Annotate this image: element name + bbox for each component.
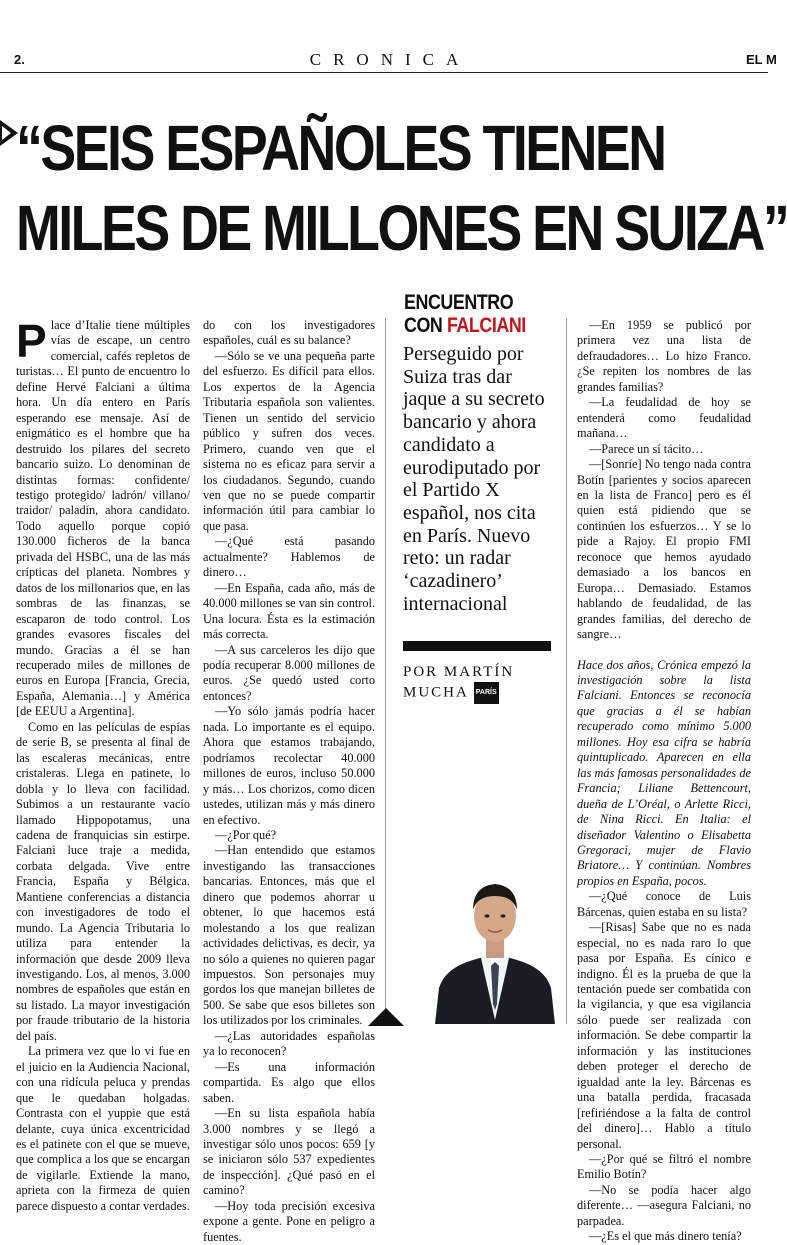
paragraph: —¿Qué conoce de Luis Bárcenas, quien estaba en su lista? xyxy=(577,889,751,919)
header-rule xyxy=(0,72,768,73)
portrait-photo xyxy=(425,870,565,1024)
kicker-line-1: ENCUENTRO xyxy=(404,291,514,314)
paragraph: —¿Las autoridades españolas ya lo reconocen? xyxy=(203,1028,375,1059)
standfirst: Perseguido por Suiza tras dar jaque a su secreto bancario y ahora candidato a eurodiputado por el Partido X español, nos cita en París. Nuevo reto: un radar ‘cazadinero’ internacional xyxy=(403,343,545,615)
paragraph: —[Sonríe] No tengo nada contra Botín [parientes y socios aparecen en la lista de Franco] pero es él quien está pidiendo que se continúen los esfuerzos… Y se lo pide a Rajoy. El propio FMI reconoce que hemos ayudado demasiado a los bancos en Europa… Demasiado. Estamos hablando de feudalidad, de las grandes familias, del derecho de sangre… xyxy=(577,457,751,642)
paragraph: —¿Qué está pasando actualmente? Hablemos de dinero… xyxy=(203,534,375,580)
paragraph: —Hoy toda precisión excesiva expone a gente. Pone en peligro a fuentes. xyxy=(203,1198,375,1244)
paragraph: —En 1959 se publicó por primera vez una lista de defraudadores… Lo hizo Franco. ¿Se repiten los nombres de las grandes familias? xyxy=(577,318,751,394)
kicker-line-2: CON FALCIANI xyxy=(404,314,526,337)
paragraph: —No se podía hacer algo diferente… —asegura Falciani, no parpadea. xyxy=(577,1182,751,1228)
paragraph: —¿Por qué? xyxy=(215,827,277,842)
paragraph: Como en las películas de espías de serie B, se presenta al final de las escaleras mecánicas, entre cristaleras. Llega en patinete, lo dobla y lo lleva con facilidad. Subimos a un restaurante vacío llamado Hippopotamus, una cadena de franquicias sin estirpe. Falciani luce traje a medida, corbata delgada. Vive entre Francia, España y Bélgica. Mantiene conferencias a distancia con investigadores de todo el mundo. La Agencia Tributaria lo utiliza para entender la información que desde 2009 lleva investigando. Los, al menos, 3.000 nombres de españoles que están en su listado. La mayor investigación por fraude tributario de la historia del país. xyxy=(16,719,190,1043)
headline-line-2: MILES DE MILLONES EN SUIZA” xyxy=(16,192,787,264)
headline xyxy=(16,108,787,268)
paragraph: —Parece un sí tácito… xyxy=(589,441,704,456)
paragraph: —Sólo se ve una pequeña parte del esfuerzo. Es difícil para ellos. Los expertos de la Agencia Tributaria española son valientes. Tienen un sentido del servicio público y sufren dos veces. Primero, cuando ven que el sistema no es eficaz para servir a los ciudadanos. Segundo, cuando ven que no se puede compartir información útil para cambiar lo que pasa. xyxy=(203,348,375,533)
paragraph: —En España, cada año, más de 40.000 millones se van sin control. Una locura. Ésta es la estimación más correcta. xyxy=(203,580,375,642)
paragraph: —¿Por qué se filtró el nombre Emilio Botín? xyxy=(577,1152,751,1182)
page-header xyxy=(0,48,777,72)
byline-line-2: MUCHA PARÍS xyxy=(403,682,514,704)
article-column-1 xyxy=(16,315,190,1214)
section-name: CRONICA xyxy=(309,50,471,69)
sidebar-kicker xyxy=(404,291,526,337)
paragraph: Place d’Italie tiene múltiples vías de escape, un centro comercial, cafés repletos de turistas… El punto de encuentro lo define Hervé Falciani a última hora. Un día entero en París esperando ese mensaje. Así de enigmático es el hombre que ha destruido los pilares del secreto bancario suizo. Lo denominan de distintas formas: confidente/ testigo protegido/ ladrón/ villano/ traidor/ paladín, ahora candidato. Todo aquello porque copió 130.000 ficheros de la banca privada del HSBC, una de las más crípticas del planeta. Nombres y datos de los millonarios que, en las sombras de las finanzas, se escaparon de todo control. Los grandes evasores fiscales del mundo. Gracias a él se han recuperado miles de millones de euros en Europa [Francia, Grecia, España, Alemania…] y América [de EEUU a Argentina]. xyxy=(16,315,190,719)
drop-cap: P xyxy=(16,315,47,367)
paragraph: —[Risas] Sabe que no es nada especial, no es nada raro lo que pasa por España. Es cínico e indigno. Él es la prueba de que la tentación puede ser combatida con la vigilancia, y que esa vigilancia sólo puede ser realizada con información. Se debe compartir la información y las instituciones deben proteger el derecho de igualdad ante la ley. Bárcenas es una batalla perdida, fracasada [refiriéndose a la falta de control del dinero]… Hablo a título personal. xyxy=(577,920,751,1151)
article-column-2 xyxy=(203,318,375,1245)
location-tag: PARÍS xyxy=(474,682,499,704)
article-column-4 xyxy=(577,318,751,1245)
paragraph: —En su lista española había 3.000 nombres y se llegó a investigar sólo unos pocos: 659 [y se iniciaron sólo 537 expedientes de inspección]. ¿Qué pasó en el camino? xyxy=(203,1106,375,1198)
publication-name: EL M xyxy=(746,52,777,67)
sidebar-rule xyxy=(403,641,551,651)
paragraph: —A sus carceleros les dijo que podía recuperar 8.000 millones de euros. ¿Se quedó usted corto entonces? xyxy=(203,642,375,703)
kicker-name: FALCIANI xyxy=(446,314,526,337)
column-divider xyxy=(566,318,567,1024)
paragraph: —¿Es el que más dinero tenía? xyxy=(589,1229,742,1244)
byline-line-1: POR MARTÍN xyxy=(403,664,515,680)
column-divider xyxy=(385,318,386,1024)
paragraph: —Han entendido que estamos investigando las transacciones bancarias. Entonces, más que el dinero que podemos ahorrar u obtener, lo que hacemos está molestando a los que realizan actividades delictivas, es decir, ya no sólo a quienes no quieren pagar impuestos. Son personajes muy gordos los que manejan billetes de 500. Se sabe que esos billetes son los utilizados por los criminales. xyxy=(203,843,375,1028)
arrow-up-icon xyxy=(368,1008,404,1026)
headline-line-1: “SEIS ESPAÑOLES TIENEN xyxy=(16,112,665,184)
paragraph: —Es una información compartida. Es algo que ellos saben. xyxy=(203,1059,375,1105)
paragraph: —La feudalidad de hoy se entenderá como feudalidad mañana… xyxy=(577,395,751,441)
paragraph: La primera vez que lo vi fue en el juicio en la Audiencia Nacional, con una ridícula peluca y prendas que le quedaban holgadas. Contrasta con el yuppie que está delante, cuya única excentricidad es el patinete con el que se mueve, que complica a los que se encargan de vigilarle. Extiende la mano, aprieta con la firmeza de quien parece dispuesto a contar verdades. xyxy=(16,1044,190,1213)
paragraph: do con los investigadores españoles, cuál es su balance? xyxy=(203,318,375,348)
page-number: 2. xyxy=(14,52,25,67)
paragraph: —Yo sólo jamás podría hacer nada. Lo importante es el equipo. Ahora que estamos trabajando, podríamos recolectar 40.000 millones de euros, incluso 50.000 y más… Los chorizos, como dicen ustedes, utilizan más y más dinero en efectivo. xyxy=(203,704,375,827)
byline xyxy=(403,662,514,704)
italic-paragraph: Hace dos años, Crónica empezó la investigación sobre la lista Falciani. Entonces se reconocía que gracias a él se habían recuperado como mínimo 5.000 millones. Hoy esa cifra se habría quintuplicado. Aparecen en ella las más famosas personalidades de Francia; Liliane Bettencourt, dueña de L’Oréal, o Arlette Ricci, de Nina Ricci. En Italia: el diseñador Valentino o Elisabetta Gregoraci, mujer de Flavio Briatore… Y continúan. Nombres propios en España, pocos. xyxy=(577,657,751,888)
